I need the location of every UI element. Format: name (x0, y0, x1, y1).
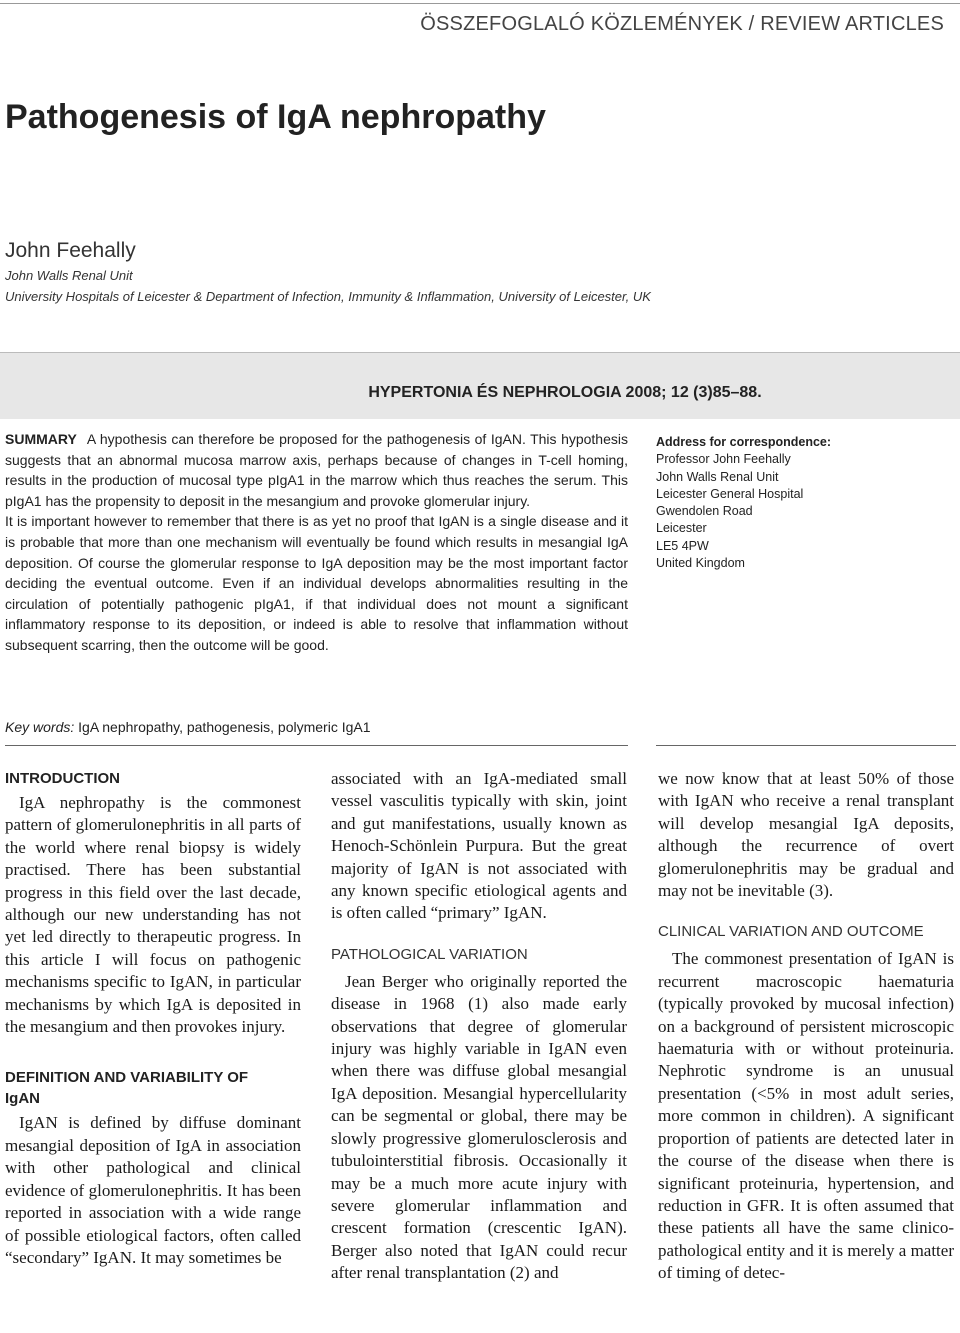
body-column-3 (658, 768, 954, 1285)
journal-citation-line (0, 384, 960, 402)
section-label: ÖSSZEFOGLALÓ KÖZLEMÉNYEK / REVIEW ARTICLES (420, 13, 944, 35)
definition-text: IgAN is defined by diffuse dominant mesangial deposition of IgA in association with other pathological and clinical evidence of glomerulonephritis. It has been reported in association with a wide range of possible etiological factors, often called “secondary” IgAN. It may sometimes be (5, 1113, 301, 1267)
keywords-text: IgA nephropathy, pathogenesis, polymeric IgA1 (78, 719, 371, 735)
clinical-variation-text: The commonest presentation of IgAN is recurrent macroscopic haematuria (typically provoked by mucosal infection) on a background of persistent microscopic haematuria with or without proteinuria. Nephrotic syndrome is an unusual presentation (<5% in most adult series, more common in children). A significant proportion of patients are detected later in the course of the disease when there is significant proteinuria, hypertension, and reduction in GFR. It is often assumed that these patients all have the same clinico-pathological entity and it is merely a matter of timing of detec- (658, 949, 954, 1283)
address-line: Leicester (656, 521, 707, 536)
address-line: Gwendolen Road (656, 504, 753, 519)
author-affiliation-university: University Hospitals of Leicester & Department of Infection, Immunity & Inflammation, University of Leicester, UK (5, 289, 651, 304)
section-heading-introduction: INTRODUCTION (5, 770, 120, 787)
section-heading-definition: DEFINITION AND VARIABILITY OF IgAN (5, 1069, 249, 1108)
divider-rule (656, 745, 956, 746)
author-affiliation-unit: John Walls Renal Unit (5, 268, 133, 283)
summary-label: SUMMARY (5, 431, 77, 447)
section-heading-clinical-variation: CLINICAL VARIATION AND OUTCOME (658, 923, 924, 941)
body-column-1 (5, 768, 301, 1269)
column-3-continuation-text: we now know that at least 50% of those with IgAN who receive a renal transplant will develop mesangial IgA deposits, although the recurrence of overt glomerulonephritis may be gradual and may not be inevitable (3). (658, 769, 954, 901)
keywords (5, 719, 371, 735)
address-line: John Walls Renal Unit (656, 469, 779, 484)
introduction-text: IgA nephropathy is the commonest pattern of glomerulonephritis in all parts of the world where renal biopsy is widely practised. There has been substantial progress in this field over the last decade, although our new understanding has not yet led directly to therapeutic progress. In this article I will focus on pathogenic mechanisms specific to IgAN, in particular mechanisms by which IgA is deposited in the mesangium and then provokes injury. (5, 793, 301, 1037)
address-title: Address for correspondence: (656, 435, 832, 449)
author-name: John Feehally (5, 239, 136, 262)
journal-citation: HYPERTONIA ÉS NEPHROLOGIA 2008; 12 (3)85–88. (368, 384, 762, 401)
summary-paragraph-1: A hypothesis can therefore be proposed for the pathogenesis of IgAN. This hypothesis suggests that an abnormal mucosa marrow axis, perhaps because of changes in T-cell homing, results in the production of mucosal type pIgA1 in the marrow which thus reaches the serum. This pIgA1 has the propensity to deposit in the mesangium and provoke glomerular injury. (5, 431, 628, 509)
correspondence-address (656, 434, 956, 572)
article-title: Pathogenesis of IgA nephropathy (5, 98, 546, 136)
address-line: Professor John Feehally (656, 452, 791, 467)
summary-paragraph-2: It is important however to remember that there is as yet no proof that IgAN is a single disease and it is probable that more than one mechanism will eventually be found which results in mesangial IgA deposition. Of course the glomerular response to IgA deposition may be the most important factor deciding the eventual outcome. Even if an individual develops abnormalities resulting in the circulation of potentially pathogenic pIgA1, if that individual does not mount a significant inflammatory response to its deposition, or indeed is able to resolve that inflammation without subsequent scarring, then the outcome will be good. (5, 513, 628, 653)
column-2-continuation-text: associated with an IgA-mediated small vessel vasculitis typically with skin, joint and gut manifestations, usually known as Henoch-Schönlein Purpura. But the great majority of IgAN is not associated with any known specific etiological agents and is often called “primary” IgAN. (331, 769, 627, 923)
summary-block (5, 429, 628, 656)
section-heading-pathological-variation: PATHOLOGICAL VARIATION (331, 945, 528, 963)
address-line: Leicester General Hospital (656, 486, 804, 501)
keywords-label: Key words: (5, 719, 75, 735)
address-line: LE5 4PW (656, 538, 709, 553)
body-column-2 (331, 768, 627, 1285)
pathological-variation-text: Jean Berger who originally reported the disease in 1968 (1) also made early observations that degree of glomerular injury was highly variable in IgAN even when there was diffuse global mesangial IgA deposition. Mesangial hypercellularity can be segmental or global, there may be slowly progressive glomerulosclerosis and tubulointerstitial fibrosis. Occasionally it may be a much more acute injury with severe glomerular inflammation and crescent formation (crescentic IgAN). Berger also noted that IgAN could recur after renal transplantation (2) and (331, 971, 627, 1283)
address-line: United Kingdom (656, 556, 745, 571)
divider-rule (5, 745, 628, 746)
top-rule (0, 3, 960, 4)
